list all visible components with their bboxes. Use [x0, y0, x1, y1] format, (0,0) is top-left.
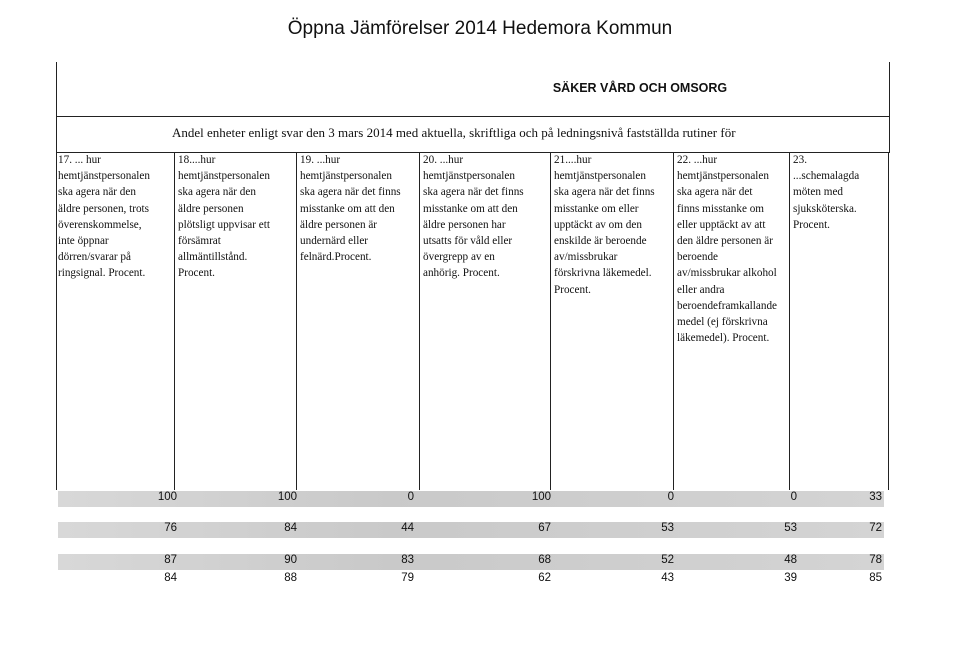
column-header-22: 22. ...hur hemtjänstpersonalen ska agera när det finns misstanke om eller upptäckt av att den äldre personen är beroende av/missbrukar alkohol eller andra beroendeframkallande medel (ej förskrivna läkemedel). Procent.: [677, 154, 778, 345]
table-cell: 52: [661, 554, 674, 566]
table-cell: 100: [277, 491, 297, 503]
column-header-17: 17. ... hur hemtjänstpersonalen ska agera när den äldre personen, trots överenskommelse, inte öppnar dörren/svarar på ringsignal. Procent.: [58, 154, 150, 280]
table-cell: 100: [531, 491, 551, 503]
table-cell: 0: [667, 491, 674, 503]
table-cell: 90: [284, 554, 297, 566]
table-cell: 87: [164, 554, 177, 566]
table-cell: 67: [538, 522, 551, 534]
section-heading: SÄKER VÅRD OCH OMSORG: [552, 81, 728, 95]
table-cell: 88: [284, 572, 297, 584]
table-cell: 53: [661, 522, 674, 534]
table-cell: 84: [164, 572, 177, 584]
table-cell: 53: [784, 522, 797, 534]
table-cell: 83: [401, 554, 414, 566]
column-header-19: 19. ...hur hemtjänstpersonalen ska agera när det finns misstanke om att den äldre personen är undernärd eller felnärd.Procent.: [300, 154, 401, 264]
table-subtitle: Andel enheter enligt svar den 3 mars 2014 med aktuella, skriftliga och på ledningsnivå fastställda rutiner för: [172, 125, 736, 140]
column-header-21: 21....hur hemtjänstpersonalen ska agera när det finns misstanke om eller upptäckt av om den enskilde är beroende av/missbrukar förskrivna läkemedel. Procent.: [554, 154, 655, 296]
table-cell: 68: [538, 554, 551, 566]
table-cell: 76: [164, 522, 177, 534]
table-cell: 84: [284, 522, 297, 534]
table-cell: 44: [401, 522, 414, 534]
table-cell: 0: [790, 491, 797, 503]
column-header-23: 23. ...schemalagda möten med sjuksköterska. Procent.: [793, 154, 860, 231]
table-cell: 85: [869, 572, 882, 584]
table-cell: 39: [784, 572, 797, 584]
column-header-20: 20. ...hur hemtjänstpersonalen ska agera när det finns misstanke om att den äldre personen har utsatts för våld eller övergrepp av en anhörig. Procent.: [423, 154, 524, 280]
table-cell: 72: [869, 522, 882, 534]
table-cell: 43: [661, 572, 674, 584]
table-cell: 79: [401, 572, 414, 584]
header-divider: [56, 116, 889, 117]
table-cell: 33: [869, 491, 882, 503]
page-title: Öppna Jämförelser 2014 Hedemora Kommun: [287, 18, 673, 39]
column-header-18: 18....hur hemtjänstpersonalen ska agera när den äldre personen plötsligt uppvisar ett försämrat allmäntillstånd. Procent.: [178, 154, 270, 280]
table-cell: 48: [784, 554, 797, 566]
table-cell: 78: [869, 554, 882, 566]
table-cell: 100: [157, 491, 177, 503]
table-cell: 62: [538, 572, 551, 584]
table-cell: 0: [407, 491, 414, 503]
